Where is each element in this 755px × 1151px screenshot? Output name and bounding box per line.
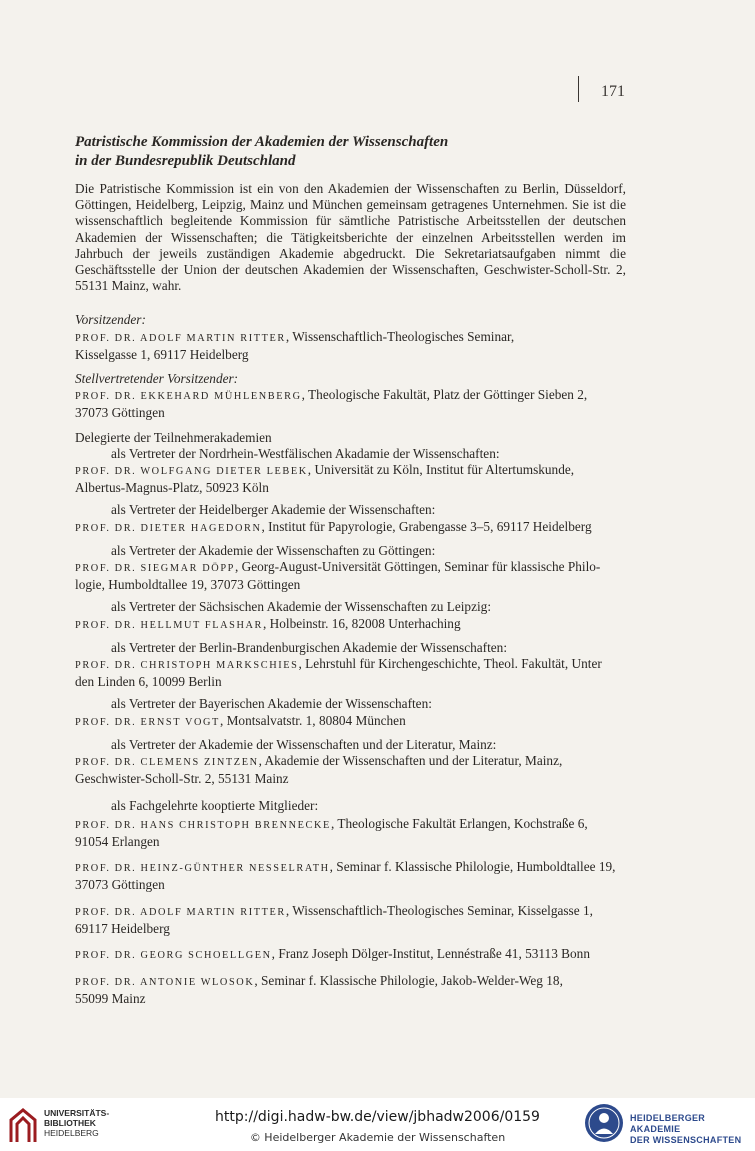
coopted-address: 69117 Heidelberg — [75, 920, 170, 936]
chair-block — [75, 312, 626, 363]
coopted-address: 55099 Mainz — [75, 991, 146, 1007]
chair-address: Kisselgasse 1, 69117 Heidelberg — [75, 346, 249, 362]
vice-chair-name: PROF. DR. EKKEHARD MÜHLENBERG — [75, 391, 302, 403]
delegate-role: als Vertreter der Sächsischen Akademie der Wissenschaften zu Leipzig: — [111, 599, 492, 615]
delegate-role: als Vertreter der Berlin-Brandenburgischen Akademie der Wissenschaften: — [111, 639, 508, 655]
delegate-name: PROF. DR. CHRISTOPH MARKSCHIES — [75, 660, 299, 672]
delegate-address: Albertus-Magnus-Platz, 50923 Köln — [75, 480, 269, 496]
section-title-line2: in der Bundesrepublik Deutschland — [75, 153, 296, 169]
chair-name: PROF. DR. ADOLF MARTIN RITTER — [75, 332, 286, 344]
delegate-entry — [75, 696, 626, 730]
delegate-name: PROF. DR. ERNST VOGT — [75, 716, 220, 728]
delegate-name: PROF. DR. WOLFGANG DIETER LEBEK — [75, 466, 308, 478]
header-rule — [578, 76, 579, 102]
delegate-affiliation: , Institut für Papyrologie, Grabengasse 3–5, 69117 Heidelberg — [261, 518, 592, 534]
delegate-line — [75, 519, 626, 537]
page-number: 171 — [601, 83, 625, 100]
coopted-affiliation: , Wissenschaftlich-Theologisches Seminar, Kisselgasse 1, — [285, 902, 593, 918]
delegate-line — [75, 656, 626, 674]
delegate-role: als Vertreter der Akademie der Wissenschaften zu Göttingen: — [111, 542, 436, 558]
coopted-name: PROF. DR. GEORG SCHOELLGEN — [75, 949, 272, 961]
delegate-entry — [75, 599, 626, 633]
delegate-affiliation: , Universität zu Köln, Institut für Altertumskunde, — [307, 462, 575, 478]
coopted-line — [75, 903, 626, 921]
ub-line3: HEIDELBERG — [44, 1128, 99, 1138]
coopted-line — [75, 859, 626, 877]
delegate-affiliation: , Lehrstuhl für Kirchengeschichte, Theol. Fakultät, Unter — [298, 656, 602, 672]
coopted-entry — [75, 973, 626, 1007]
ub-line1: UNIVERSITÄTS- — [44, 1108, 110, 1118]
coopted-affiliation: , Theologische Fakultät Erlangen, Kochstraße 6, — [330, 815, 588, 831]
copyright-notice: © Heidelberger Akademie der Wissenschaften — [249, 1131, 506, 1144]
academy-line1: HEIDELBERGER AKADEMIE — [630, 1113, 706, 1134]
permalink-url[interactable]: http://digi.hadw-bw.de/view/jbhadw2006/0159 — [215, 1109, 540, 1125]
delegate-name: PROF. DR. SIEGMAR DÖPP — [75, 563, 235, 575]
coopted-address: 37073 Göttingen — [75, 877, 165, 893]
coopted-address: 91054 Erlangen — [75, 833, 160, 849]
delegate-affiliation: , Georg-August-Universität Göttingen, Seminar für klassische Philo- — [234, 559, 601, 575]
coopted-heading: als Fachgelehrte kooptierte Mitglieder: — [111, 797, 319, 813]
delegate-entry — [75, 446, 626, 497]
chair-affiliation: , Wissenschaftlich-Theologisches Seminar, — [285, 328, 515, 344]
coopted-entry — [75, 903, 626, 937]
coopted-affiliation: , Seminar f. Klassische Philologie, Humboldtallee 19, — [329, 859, 616, 875]
delegate-name: PROF. DR. HELLMUT FLASHAR — [75, 619, 264, 631]
vice-chair-block — [75, 371, 626, 422]
section-title — [75, 133, 626, 171]
delegate-address: logie, Humboldtallee 19, 37073 Göttingen — [75, 577, 301, 593]
vice-chair-affiliation: , Theologische Fakultät, Platz der Göttinger Sieben 2, — [301, 387, 588, 403]
delegate-entry — [75, 737, 626, 788]
delegate-entry — [75, 502, 626, 536]
delegate-role: als Vertreter der Akademie der Wissenschaften und der Literatur, Mainz: — [111, 736, 497, 752]
delegate-address: Geschwister-Scholl-Str. 2, 55131 Mainz — [75, 771, 289, 787]
intro-paragraph: Die Patristische Kommission ist ein von den Akademien der Wissenschaften zu Berlin, Düsseldorf, Göttingen, Heidelberg, Leipzig, Mainz und München gemeinsam getragenes Unternehmen. Sie ist die wissenschaftlich begleitende Kommission für sämtliche Patristische Arbeitsstellen der deutschen Akademien der Wissenschaften; die Tätigkeitsberichte der einzelnen Arbeitsstellen werden im Jahrbuch der jeweils zuständigen Akademie abgedruckt. Die Sekretariatsaufgaben nimmt die Geschäftsstelle der Union der deutschen Akademien der Wissenschaften, Geschwister-Scholl-Str. 2, 55131 Mainz, wahr. — [75, 181, 626, 294]
delegate-role: als Vertreter der Heidelberger Akademie der Wissenschaften: — [111, 502, 436, 518]
vice-chair-address: 37073 Göttingen — [75, 405, 165, 421]
academy-line2: DER WISSENSCHAFTEN — [630, 1135, 742, 1145]
delegate-role: als Vertreter der Nordrhein-Westfälischen Akadamie der Wissenschaften: — [111, 445, 500, 461]
delegate-line — [75, 753, 626, 771]
coopted-line — [75, 816, 626, 834]
coopted-line — [75, 973, 626, 991]
coopted-name: PROF. DR. ADOLF MARTIN RITTER — [75, 906, 286, 918]
delegate-line — [75, 559, 626, 577]
coopted-line — [75, 946, 626, 964]
delegate-line — [75, 462, 626, 480]
ub-line2: BIBLIOTHEK — [44, 1118, 96, 1128]
delegate-entry — [75, 543, 626, 594]
chair-entry — [75, 329, 626, 347]
coopted-list — [75, 816, 626, 1008]
delegate-affiliation: , Holbeinstr. 16, 82008 Unterhaching — [263, 615, 461, 631]
coopted-affiliation: , Seminar f. Klassische Philologie, Jakob-Welder-Weg 18, — [254, 973, 563, 989]
delegate-address: den Linden 6, 10099 Berlin — [75, 674, 222, 690]
coopted-entry — [75, 816, 626, 850]
coopted-name: PROF. DR. ANTONIE WLOSOK — [75, 977, 255, 989]
chair-label: Vorsitzender: — [75, 312, 146, 328]
delegate-name: PROF. DR. CLEMENS ZINTZEN — [75, 757, 259, 769]
delegates-list — [75, 446, 626, 788]
delegate-line — [75, 616, 626, 634]
delegate-role: als Vertreter der Bayerischen Akademie der Wissenschaften: — [111, 696, 432, 712]
delegate-affiliation: , Montsalvatstr. 1, 80804 München — [219, 712, 406, 728]
delegate-line — [75, 713, 626, 731]
academy-name — [630, 1113, 755, 1146]
coopted-entry — [75, 859, 626, 893]
vice-chair-entry — [75, 387, 626, 405]
coopted-name: PROF. DR. HANS CHRISTOPH BRENNECKE — [75, 819, 331, 831]
footer-bar — [0, 1098, 755, 1151]
delegate-name: PROF. DR. DIETER HAGEDORN — [75, 522, 262, 534]
vice-chair-label: Stellvertretender Vorsitzender: — [75, 371, 239, 387]
page-content — [75, 133, 626, 1008]
delegate-affiliation: , Akademie der Wissenschaften und der Literatur, Mainz, — [258, 753, 563, 769]
academy-seal-icon — [584, 1103, 624, 1143]
section-title-line1: Patristische Kommission der Akademien der Wissenschaften — [75, 134, 449, 150]
coopted-name: PROF. DR. HEINZ-GÜNTHER NESSELRATH — [75, 863, 330, 875]
coopted-entry — [75, 946, 626, 964]
delegate-entry — [75, 640, 626, 691]
delegates-heading: Delegierte der Teilnehmerakademien — [75, 429, 272, 445]
coopted-affiliation: , Franz Joseph Dölger-Institut, Lennéstraße 41, 53113 Bonn — [271, 945, 590, 961]
